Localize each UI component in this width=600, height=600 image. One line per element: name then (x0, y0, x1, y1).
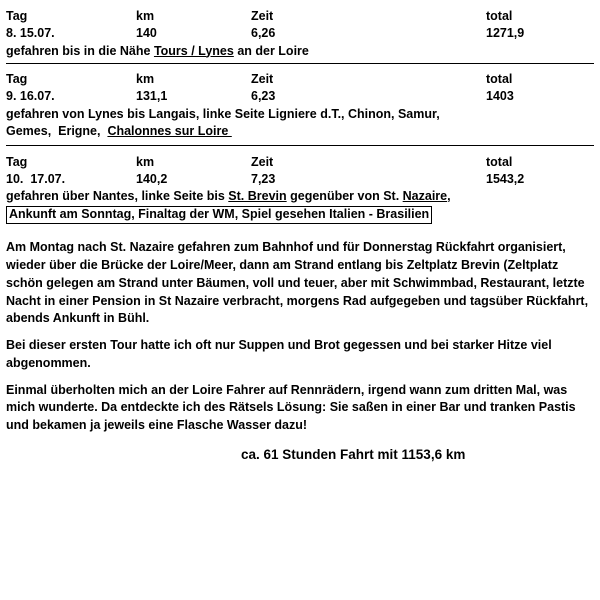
header-zeit: Zeit (251, 72, 274, 86)
table-row (6, 25, 594, 42)
spacer (6, 228, 594, 239)
header-total: total (486, 72, 513, 86)
header-zeit: Zeit (251, 154, 274, 169)
entry-note-line1 (6, 188, 594, 206)
header-tag: Tag (6, 154, 28, 169)
note-text-e: , (447, 189, 451, 203)
header-total: total (486, 154, 513, 169)
cell-total: 1403 (486, 89, 514, 104)
cell-tag: 9. 16.07. (6, 89, 55, 104)
note-text: Gemes, Erigne, (6, 124, 108, 138)
cell-total: 1271,9 (486, 26, 525, 41)
paragraph-block (6, 239, 594, 435)
cell-tag: 8. 15.07. (6, 26, 55, 41)
entry-note-line2 (6, 123, 594, 141)
cell-total: 1543,2 (486, 171, 525, 186)
spacer (6, 328, 594, 337)
trip-entry-9 (6, 71, 594, 146)
entry-note-line1: gefahren von Lynes bis Langais, linke Seite Ligniere d.T., Chinon, Samur, (6, 106, 440, 121)
spacer (6, 435, 594, 444)
table-header-row (6, 154, 594, 171)
table-row (6, 88, 594, 105)
table-header-row (6, 8, 594, 25)
cell-zeit: 7,23 (251, 171, 276, 186)
cell-km: 140 (136, 26, 157, 41)
highlight-box: Ankunft am Sonntag, Finaltag der WM, Spiel gesehen Italien - Brasilien (6, 206, 432, 225)
entry-note-line2 (6, 206, 594, 225)
header-km: km (136, 72, 155, 86)
note-text-after: an der Loire (233, 43, 309, 58)
table-row (6, 171, 594, 188)
cell-km: 140,2 (136, 171, 168, 186)
trip-entry-8 (6, 8, 594, 64)
trip-entry-10 (6, 154, 594, 225)
note-text-before: gefahren bis in die Nähe (6, 43, 154, 58)
header-tag: Tag (6, 72, 28, 86)
note-text-c: gegenüber von St. (286, 189, 403, 203)
spacer (6, 373, 594, 382)
cell-zeit: 6,23 (251, 89, 276, 104)
table-header-row (6, 71, 594, 88)
paragraph-1: Am Montag nach St. Nazaire gefahren zum Bahnhof und für Donnerstag Rückfahrt organisiert, wieder über die Brücke der Loire/Meer, dann am Strand entlang bis Zeltplatz Brevin (Zeltplatz schön gelegen am Strand unter Bäumen, voll und teuer, aber mit Schwimmbad, Restaurant, letzte Nacht in einer Pension in St Nazaire verbracht, morgens Rad aufgegeben und tagsüber Rückfahrt, abends Ankunft in Bühl. (6, 240, 589, 326)
header-tag: Tag (6, 9, 28, 23)
header-total: total (486, 9, 513, 23)
note-text-a: gefahren über Nantes, linke Seite bis (6, 189, 229, 203)
cell-tag: 10. 17.07. (6, 171, 66, 186)
paragraph-2: Bei dieser ersten Tour hatte ich oft nur Suppen und Brot gegessen und bei starker Hitze viel abgenommen. (6, 338, 552, 370)
entry-note (6, 43, 594, 61)
note-place-underlined-1: St. Brevin (228, 189, 287, 203)
cell-zeit: 6,26 (251, 26, 276, 41)
summary-total: ca. 61 Stunden Fahrt mit 1153,6 km (241, 446, 466, 462)
note-place-underlined-2: Nazaire (402, 189, 448, 203)
header-km: km (136, 154, 155, 169)
divider (6, 145, 594, 146)
cell-km: 131,1 (136, 89, 168, 104)
header-zeit: Zeit (251, 9, 274, 23)
header-km: km (136, 9, 155, 23)
divider (6, 63, 594, 64)
note-place-underlined: Tours / Lynes (153, 43, 234, 58)
paragraph-3: Einmal überholten mich an der Loire Fahrer auf Rennrädern, irgend wann zum dritten Mal, was mich wunderte. Da entdeckte ich des Rätsels Lösung: Sie saßen in einer Bar und tranken Pastis und bekamen ja jeweils eine Flasche Wasser dazu! (6, 382, 576, 433)
note-place-underlined: Chalonnes sur Loire (107, 124, 232, 138)
